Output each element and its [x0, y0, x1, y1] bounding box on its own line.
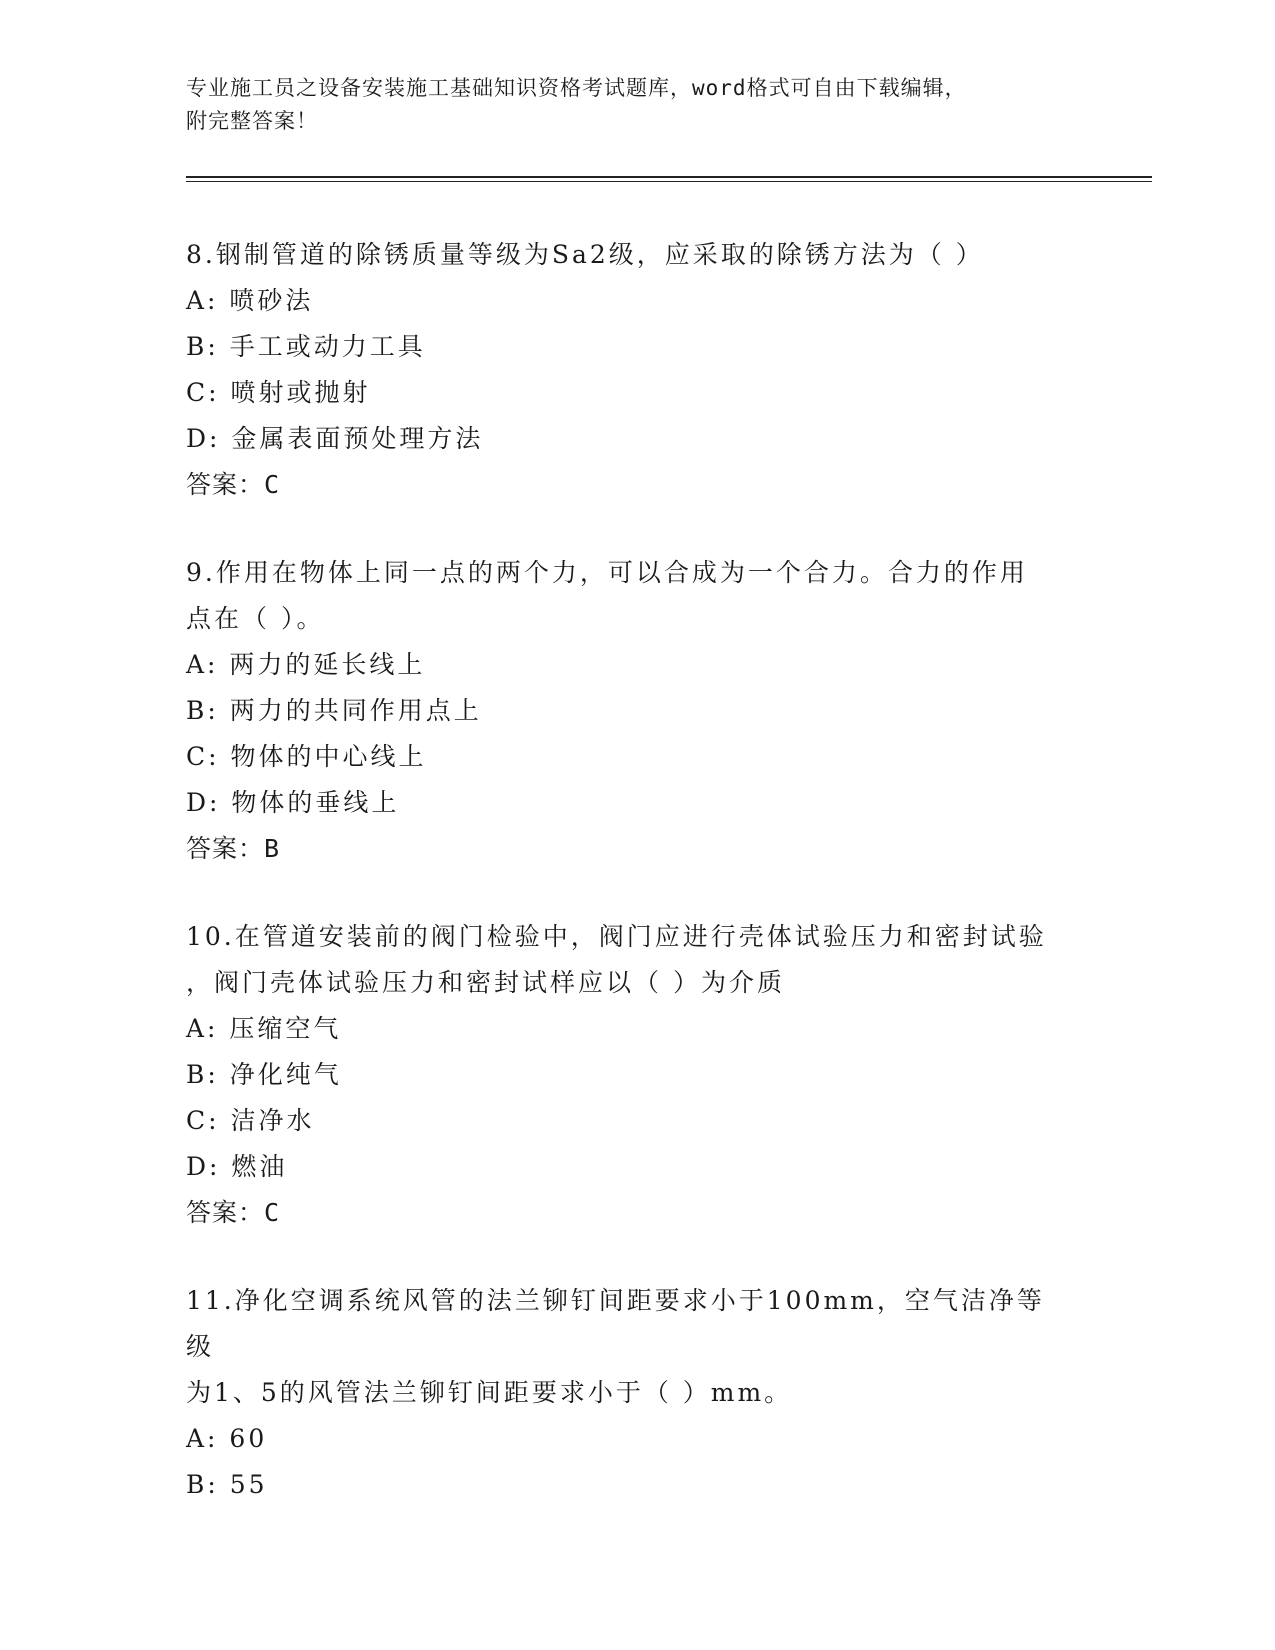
question-8: [186, 232, 1086, 508]
stem-line: 10.在管道安装前的阀门检验中，阀门应进行壳体试验压力和密封试验: [186, 922, 1047, 951]
option-b: B: 净化纯气: [186, 1060, 342, 1089]
question-9: [186, 550, 1086, 872]
option-a: A: 压缩空气: [186, 1014, 342, 1043]
option-d: D: 燃油: [186, 1152, 288, 1181]
question-stem: [186, 232, 1066, 278]
option-b: B: 手工或动力工具: [186, 332, 426, 361]
stem-line: 11.净化空调系统风管的法兰铆钉间距要求小于100mm，空气洁净等级: [186, 1286, 1045, 1361]
option-c: C: 喷射或抛射: [186, 378, 371, 407]
question-stem: [186, 1278, 1066, 1416]
header-rule-thin: [186, 181, 1152, 182]
question-11: [186, 1278, 1086, 1508]
question-stem: [186, 914, 1066, 1006]
header-line-2: 附完整答案！: [186, 109, 318, 133]
option-a: A: 60: [186, 1424, 268, 1453]
option-a: A: 两力的延长线上: [186, 650, 426, 679]
option-c: C: 物体的中心线上: [186, 742, 427, 771]
document-header: [186, 72, 1086, 138]
option-c: C: 洁净水: [186, 1106, 315, 1135]
option-a: A: 喷砂法: [186, 286, 314, 315]
stem-line: 9.作用在物体上同一点的两个力，可以合成为一个合力。合力的作用: [186, 558, 1028, 587]
question-stem: [186, 550, 1066, 642]
question-10: [186, 914, 1086, 1236]
stem-line: 为1、5的风管法兰铆钉间距要求小于（ ）mm。: [186, 1378, 793, 1407]
option-d: D: 金属表面预处理方法: [186, 424, 484, 453]
option-b: B: 55: [186, 1470, 268, 1499]
stem-line: 点在（ ）。: [186, 604, 325, 633]
header-line-1: 专业施工员之设备安装施工基础知识资格考试题库，word格式可自由下载编辑，: [186, 76, 967, 100]
question-list: [186, 232, 1086, 1550]
answer-label: 答案：B: [186, 834, 281, 863]
answer-label: 答案：C: [186, 1198, 281, 1227]
stem-line: 8.钢制管道的除锈质量等级为Sa2级，应采取的除锈方法为（ ）: [186, 240, 984, 269]
option-b: B: 两力的共同作用点上: [186, 696, 482, 725]
option-d: D: 物体的垂线上: [186, 788, 400, 817]
header-rule-thick: [186, 176, 1152, 178]
stem-line: ，阀门壳体试验压力和密封试样应以（ ）为介质: [186, 968, 785, 997]
answer-label: 答案：C: [186, 470, 281, 499]
